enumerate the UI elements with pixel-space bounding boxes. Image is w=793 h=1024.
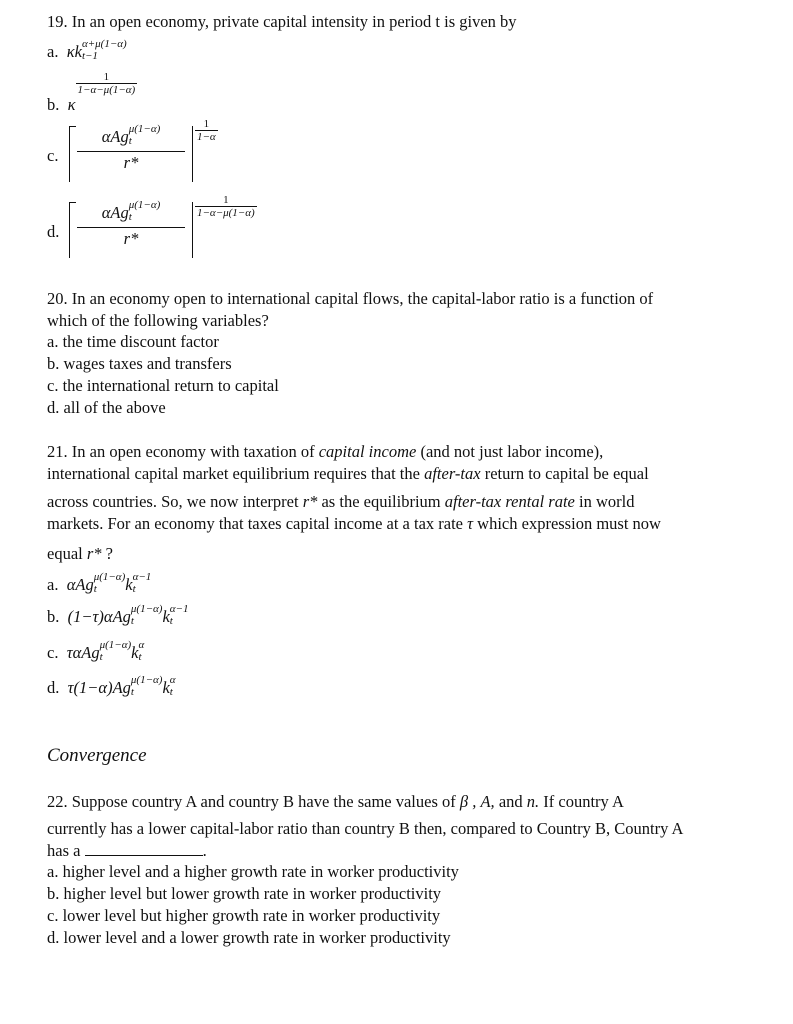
q19-option-b: [47, 71, 137, 115]
q22-stem-line2: currently has a lower capital-labor ratio than country B then, compared to Country B, Country A: [47, 819, 684, 838]
q22-option-c: c. lower level but higher growth rate in worker productivity: [47, 906, 441, 925]
section-title: Convergence: [47, 745, 147, 766]
q22-stem-line1: 22. Suppose country A and country B have the same values of β , A, and n. If country A: [47, 792, 624, 811]
q19-c-label: c.: [47, 146, 59, 165]
q20-option-c: c. the international return to capital: [47, 376, 279, 395]
q19-b-exponent: [76, 71, 138, 97]
q19-a-supsub: [81, 38, 127, 62]
q22-stem-line3: has a .: [47, 841, 207, 860]
q22-option-d: d. lower level and a lower growth rate in worker productivity: [47, 928, 451, 947]
q20-stem-line1: 20. In an economy open to international capital flows, the capital-labor ratio is a function of: [47, 289, 654, 308]
q20-option-d: d. all of the above: [47, 398, 166, 417]
q19-c-fraction: [77, 123, 185, 174]
q21-option-d: d. τ(1−α)Ag μ(1−α) t k α t: [47, 674, 176, 698]
answer-blank: [85, 841, 203, 856]
q19-a-sub: t−1: [81, 50, 98, 62]
q19-option-a: [47, 38, 127, 62]
q19-a-sup: α+μ(1−α): [81, 38, 127, 50]
q22-option-b: b. higher level but lower growth rate in worker productivity: [47, 884, 442, 903]
q19-d-denominator: r*: [123, 229, 139, 248]
q21-option-c: c. ταAg μ(1−α) t k α t: [47, 639, 145, 663]
q20-option-a: a. the time discount factor: [47, 332, 219, 351]
q19-stem: 19. In an open economy, private capital intensity in period t is given by: [47, 12, 517, 31]
q21-stem-line3: across countries. So, we now interpret r* as the equilibrium after-tax rental rate in world: [47, 492, 635, 511]
q21-stem-line4: markets. For an economy that taxes capital income at a tax rate τ which expression must now: [47, 514, 661, 533]
q19-d-fraction: [77, 199, 185, 250]
q19-d-numerator: αAg μ(1−α) t: [77, 202, 185, 228]
q19-b-exp-den: 1−α−μ(1−α): [77, 84, 136, 96]
q20-stem-line2: which of the following variables?: [47, 311, 269, 330]
q19-c-exponent: $\frac{1}{1-\alpha}$: [197, 118, 216, 143]
q19-d-exponent: $\frac{1}{1-\alpha-\mu(1-\alpha)}$: [197, 194, 255, 219]
q19-c-denominator: r*: [123, 153, 139, 172]
q21-option-a: a. αAg μ(1−α) t k α−1 t: [47, 571, 152, 595]
q19-b-exp-num: 1: [103, 71, 110, 83]
q20-option-b: b. wages taxes and transfers: [47, 354, 232, 373]
q21-stem-line1: 21. In an open economy with taxation of capital income (and not just labor income),: [47, 442, 604, 461]
q21-stem-line5: equal r* ?: [47, 544, 113, 563]
q21-option-b: b. (1−τ)αAg μ(1−α) t k α−1 t: [47, 603, 189, 627]
q19-a-base: κk: [66, 42, 82, 61]
q19-b-label: b.: [47, 95, 60, 114]
q21-stem-line2: international capital market equilibrium requires that the after-tax return to capital be equal: [47, 464, 649, 483]
q19-c-numerator: αAg μ(1−α) t: [77, 126, 185, 152]
q19-a-label: a.: [47, 42, 59, 61]
q22-option-a: a. higher level and a higher growth rate in worker productivity: [47, 862, 459, 881]
q19-b-base: κ: [67, 95, 76, 114]
q19-d-label: d.: [47, 222, 60, 241]
